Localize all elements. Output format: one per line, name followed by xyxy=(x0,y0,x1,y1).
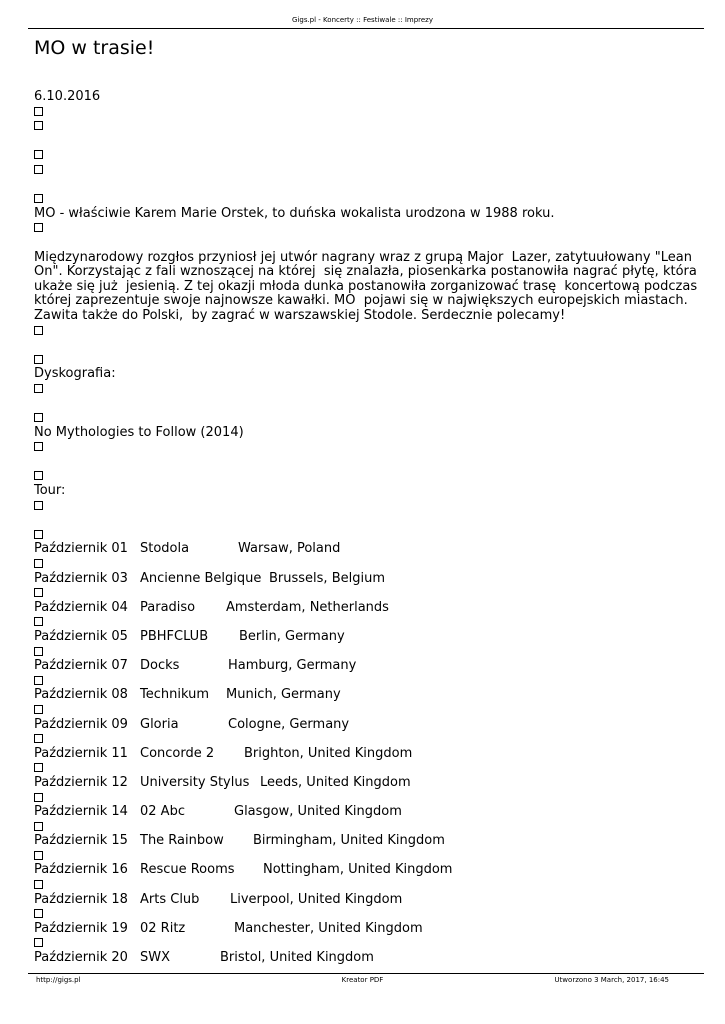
footer-generator: Kreator PDF xyxy=(341,976,384,984)
placeholder-glyph xyxy=(34,588,43,597)
placeholder-glyph xyxy=(34,909,43,918)
placeholder-glyph xyxy=(34,938,43,947)
placeholder-glyph xyxy=(34,165,43,174)
placeholder-glyph xyxy=(34,384,43,393)
tour-row xyxy=(34,951,674,966)
tour-row xyxy=(34,776,674,791)
tour-date: Październik 08 xyxy=(34,687,128,703)
discography-heading: Dyskografia: xyxy=(34,366,116,382)
tour-venue: University Stylus xyxy=(140,774,250,790)
page-header: Gigs.pl - Koncerty :: Festiwale :: Imprezy xyxy=(292,16,433,24)
tour-date: Październik 03 xyxy=(34,570,128,586)
footer-url: http://gigs.pl xyxy=(36,976,81,984)
tour-venue: Paradiso xyxy=(140,599,196,615)
placeholder-glyph xyxy=(34,326,43,335)
tour-row xyxy=(34,922,674,937)
tour-date: Październik 11 xyxy=(34,745,128,761)
tour-row xyxy=(34,601,674,616)
placeholder-glyph xyxy=(34,355,43,364)
tour-date: Październik 18 xyxy=(34,891,128,907)
tour-row xyxy=(34,688,674,703)
tour-city: Hamburg, Germany xyxy=(228,658,357,674)
placeholder-glyph xyxy=(34,223,43,232)
tour-date: Październik 19 xyxy=(34,920,128,936)
body-line: On". Korzystając z fali wznoszącej na której się znalazła, piosenkarka postanowiła nagrać płytę, która xyxy=(34,264,697,280)
placeholder-glyph xyxy=(34,150,43,159)
tour-heading: Tour: xyxy=(34,483,66,499)
tour-venue: 02 Abc xyxy=(140,804,185,820)
tour-row xyxy=(34,834,674,849)
tour-city: Brighton, United Kingdom xyxy=(244,745,413,761)
tour-date: Październik 16 xyxy=(34,862,128,878)
tour-date: Październik 01 xyxy=(34,541,128,557)
footer-created: Utworzono 3 March, 2017, 16:45 xyxy=(554,976,669,984)
placeholder-glyph xyxy=(34,471,43,480)
placeholder-glyph xyxy=(34,442,43,451)
body-line: Zawita także do Polski, by zagrać w warszawskiej Stodole. Serdecznie polecamy! xyxy=(34,307,566,323)
placeholder-glyph xyxy=(34,705,43,714)
tour-row xyxy=(34,572,674,587)
tour-city: Leeds, United Kingdom xyxy=(260,774,411,790)
placeholder-glyph xyxy=(34,559,43,568)
tour-row xyxy=(34,542,674,557)
tour-row xyxy=(34,805,674,820)
tour-venue: Concorde 2 xyxy=(140,745,215,761)
tour-venue: Gloria xyxy=(140,716,179,732)
tour-date: Październik 09 xyxy=(34,716,128,732)
footer-divider xyxy=(28,973,704,974)
placeholder-glyph xyxy=(34,851,43,860)
article-body xyxy=(34,89,698,966)
tour-row xyxy=(34,630,674,645)
tour-date: Październik 12 xyxy=(34,774,128,790)
tour-venue: PBHFCLUB xyxy=(140,628,209,644)
tour-row xyxy=(34,863,674,878)
article-date: 6.10.2016 xyxy=(34,89,101,104)
tour-venue: Technikum xyxy=(140,687,209,703)
tour-city: Cologne, Germany xyxy=(228,716,350,732)
tour-row xyxy=(34,718,674,733)
tour-city: Bristol, United Kingdom xyxy=(220,950,374,966)
tour-date: Październik 07 xyxy=(34,658,128,674)
tour-city: Glasgow, United Kingdom xyxy=(234,804,402,820)
tour-city: Amsterdam, Netherlands xyxy=(226,599,389,615)
placeholder-glyph xyxy=(34,617,43,626)
body-line: ukaże się już jesienią. Z tej okazji młoda dunka postanowiła zorganizować trasę koncertową podczas xyxy=(34,278,698,294)
placeholder-glyph xyxy=(34,107,43,116)
tour-date: Październik 20 xyxy=(34,950,128,966)
tour-row xyxy=(34,747,674,762)
tour-city: Brussels, Belgium xyxy=(269,570,385,586)
tour-venue: Rescue Rooms xyxy=(140,862,235,878)
tour-city: Berlin, Germany xyxy=(239,628,345,644)
tour-venue: Arts Club xyxy=(140,891,200,907)
intro-paragraph: MO - właściwie Karem Marie Orstek, to duńska wokalista urodzona w 1988 roku. xyxy=(34,205,555,221)
tour-list xyxy=(34,542,674,965)
placeholder-glyph xyxy=(34,880,43,889)
header-divider xyxy=(28,28,704,29)
placeholder-glyph xyxy=(34,734,43,743)
tour-date: Październik 15 xyxy=(34,833,128,849)
placeholder-glyph xyxy=(34,822,43,831)
tour-venue: SWX xyxy=(140,950,171,966)
tour-city: Munich, Germany xyxy=(226,687,341,703)
placeholder-glyph xyxy=(34,530,43,539)
placeholder-glyph xyxy=(34,763,43,772)
tour-row xyxy=(34,893,674,908)
body-line: Międzynarodowy rozgłos przyniosł jej utwór nagrany wraz z grupą Major Lazer, zatytuułowany "Lean xyxy=(34,249,692,265)
placeholder-glyph xyxy=(34,413,43,422)
tour-venue: Ancienne Belgique xyxy=(140,570,262,586)
tour-row xyxy=(34,659,674,674)
placeholder-glyph xyxy=(34,676,43,685)
tour-city: Warsaw, Poland xyxy=(238,541,341,557)
discography-item: No Mythologies to Follow (2014) xyxy=(34,424,244,440)
tour-city: Birmingham, United Kingdom xyxy=(253,833,445,849)
placeholder-glyph xyxy=(34,647,43,656)
tour-date: Październik 14 xyxy=(34,804,128,820)
tour-venue: Stodola xyxy=(140,541,190,557)
tour-date: Październik 04 xyxy=(34,599,128,615)
tour-venue: Docks xyxy=(140,658,180,674)
tour-city: Manchester, United Kingdom xyxy=(234,920,423,936)
placeholder-glyph xyxy=(34,501,43,510)
tour-city: Nottingham, United Kingdom xyxy=(263,862,453,878)
tour-city: Liverpool, United Kingdom xyxy=(230,891,403,907)
placeholder-glyph xyxy=(34,121,43,130)
tour-date: Październik 05 xyxy=(34,628,128,644)
tour-venue: 02 Ritz xyxy=(140,920,186,936)
body-line: której zaprezentuje swoje najnowsze kawałki. MO pojawi się w największych europejskich miastach. xyxy=(34,293,688,309)
placeholder-glyph xyxy=(34,194,43,203)
placeholder-glyph xyxy=(34,793,43,802)
article-title: MO w trasie! xyxy=(34,37,155,59)
tour-venue: The Rainbow xyxy=(140,833,224,849)
